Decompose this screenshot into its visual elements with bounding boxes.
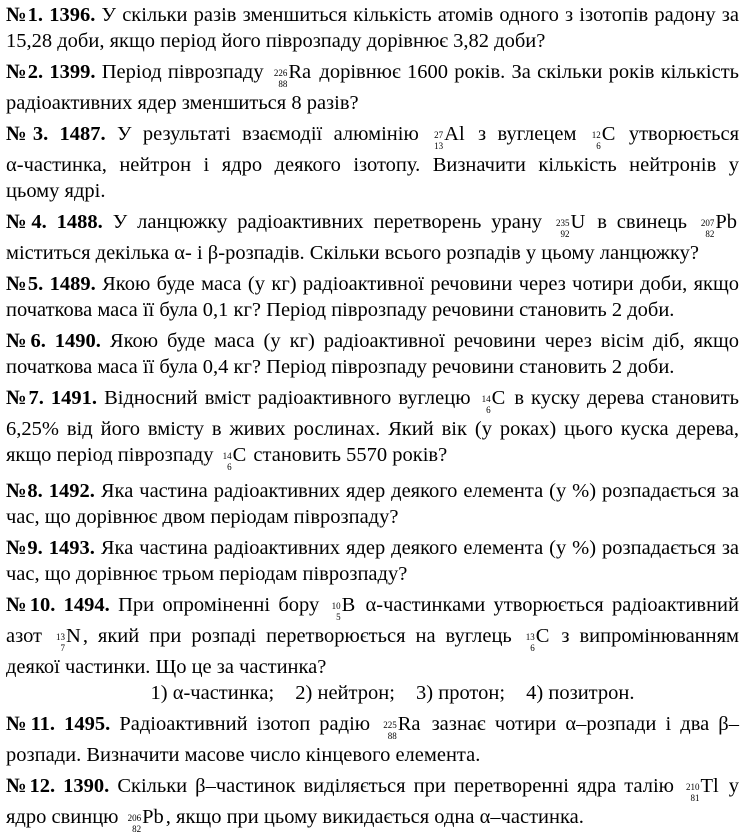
atomic-number: 88 [278,79,288,89]
problem-number: №5. 1489. [6,273,96,295]
element-symbol: C [535,625,550,647]
mass-number: 226 [273,68,288,78]
isotope-c-13 [526,623,550,654]
element-symbol: Tl [700,775,719,797]
problem-4 [6,209,739,266]
problem-text: Яка частина радіоактивних ядер деякого елемента (у %) розпадається за [100,537,740,559]
element-symbol: Al [444,123,465,145]
problem-text: розпади. Визначити масове число кінцевого елемента. [6,744,481,766]
isotope-ra-226 [274,59,311,90]
isotope-al-27 [434,121,465,152]
atomic-number: 6 [596,141,601,151]
isotope-n-13 [56,623,81,654]
mass-number: 13 [56,632,65,642]
element-symbol: C [601,123,616,145]
problem-8 [6,478,739,530]
problem-number: №11. 1495. [6,713,111,735]
problem-text: Яка частина радіоактивних ядер деякого елемента (у %) розпадається за [100,480,740,502]
problem-number: №12. 1390. [6,775,110,797]
mass-number: 27 [434,130,444,140]
problem-5 [6,271,739,323]
problem-1 [6,2,739,54]
problem-text: У ланцюжку радіоактивних перетворень урану [112,211,543,233]
problem-number: №4. 1488. [6,211,103,233]
problem-10 [6,592,739,706]
problem-number: №9. 1493. [6,537,95,559]
atomic-number: 6 [227,462,232,472]
isotope-c-14 [223,442,247,473]
problem-text: з вуглецем [478,123,577,145]
element-symbol: Ra [288,61,312,83]
problem-text: радіоактивних ядер зменшиться 8 разів? [6,92,359,114]
mass-number: 13 [525,632,535,642]
element-symbol: C [232,444,247,466]
problem-9 [6,535,739,587]
problem-text: становить 5570 років? [253,444,448,466]
problem-text: дорівнює 1600 років. За скільки років кількість [319,61,740,83]
answer-options [6,680,739,706]
problem-text: α-частинками утворюється радіоактивний [365,594,739,616]
atomic-number: 88 [387,731,397,741]
problem-6 [6,328,739,380]
problem-text: Відносний вміст радіоактивного вуглецю [104,387,471,409]
problem-3 [6,121,739,204]
problem-text: Якою буде маса (у кг) радіоактивної речовини через чотири доби, якщо [102,273,739,295]
element-symbol: Ra [397,713,421,735]
atomic-number: 6 [530,643,535,653]
problem-text: в куску дерева становить [514,387,740,409]
problem-number: №8. 1492. [6,480,95,502]
atomic-number: 13 [434,141,444,151]
isotope-pb-206 [128,804,164,835]
problem-text: Радіоактивний ізотоп радію [119,713,371,735]
problem-text: міститься декілька α- і β-розпадів. Скільки всього розпадів у цьому ланцюжку? [6,242,700,264]
problem-text: з випромінюванням [561,625,740,647]
element-symbol: Pb [715,211,738,233]
atomic-number: 7 [60,643,65,653]
mass-number: 210 [686,782,700,792]
isotope-u-235 [556,209,585,240]
mass-number: 225 [383,720,397,730]
atomic-number: 6 [486,405,491,415]
mass-number: 14 [222,451,232,461]
problem-text: деякої частинки. Що це за частинка? [6,656,327,678]
problem-number: №6. 1490. [6,330,101,352]
problem-text: якщо період піврозпаду [6,444,214,466]
isotope-tl-210 [686,773,719,804]
answer-option-2: 2) нейтрон; [295,682,395,704]
mass-number: 206 [127,813,142,823]
element-symbol: U [570,211,586,233]
element-symbol: N [66,625,81,647]
problem-text: цьому ядрі. [6,180,106,202]
mass-number: 10 [331,601,341,611]
answer-option-3: 3) протон; [416,682,506,704]
isotope-c-12 [592,121,616,152]
problem-11 [6,711,739,768]
atomic-number: 5 [336,612,341,622]
problem-text: у [728,775,739,797]
answer-option-4: 4) позитрон. [526,682,635,704]
problem-text: 6,25% від його вмісту в живих рослинах. Який вік (у роках) цього куска дерева, [6,418,739,440]
isotope-c-14 [482,385,506,416]
problem-text: Скільки β–частинок виділяється при перетворенні ядра талію [117,775,674,797]
problem-text: , який при розпаді перетворюється на вуглець [82,625,512,647]
problem-text: , якщо при цьому викидається одна α–частинка. [165,806,584,828]
problem-text: початкова маса її була 0,4 кг? Період піврозпаду речовини становить 2 доби. [6,356,675,378]
atomic-number: 81 [690,793,700,803]
mass-number: 207 [700,218,715,228]
problem-number: №10. 1494. [6,594,110,616]
problem-text: зазнає чотири α–розпади і два β– [431,713,739,735]
atomic-number: 92 [560,229,570,239]
problem-number: №7. 1491. [6,387,98,409]
problem-text: 15,28 доби, якщо період його піврозпаду дорівнює 3,82 доби? [6,30,546,52]
problem-number: №3. 1487. [6,123,106,145]
problem-text: Період піврозпаду [101,61,264,83]
isotope-pb-207 [701,209,737,240]
element-symbol: Pb [142,806,164,828]
problem-text: час, що дорівнює двом періодам піврозпаду? [6,506,399,528]
isotope-b-10 [332,592,356,623]
problem-text: азот [6,625,43,647]
answer-option-1: 1) α-частинка; [150,682,275,704]
problem-number: №2. 1399. [6,61,96,83]
mass-number: 235 [555,218,570,228]
problem-2 [6,59,739,116]
problem-text: При опроміненні бору [118,594,320,616]
mass-number: 14 [481,394,491,404]
problem-text: α-частинка, нейтрон і ядро деякого ізотопу. Визначити кількість нейтронів у [6,154,739,176]
problem-7 [6,385,739,473]
problem-12 [6,773,739,835]
element-symbol: B [341,594,356,616]
element-symbol: C [491,387,506,409]
atomic-number: 82 [705,229,715,239]
problem-text: утворюється [628,123,740,145]
problem-number: №1. 1396. [6,4,96,26]
mass-number: 12 [591,130,601,140]
isotope-ra-225 [383,711,420,742]
problem-text: в свинець [597,211,687,233]
problem-text: початкова маса її була 0,1 кг? Період піврозпаду речовини становить 2 доби. [6,299,675,321]
problem-text: час, що дорівнює трьом періодам піврозпаду? [6,563,408,585]
problem-text: У результаті взаємодії алюмінію [117,123,419,145]
problem-text: ядро свинцю [6,806,119,828]
problem-text: Якою буде маса (у кг) радіоактивної речовини через вісім діб, якщо [109,330,740,352]
problem-text: У скільки разів зменшиться кількість атомів одного з ізотопів радону за [101,4,740,26]
atomic-number: 82 [132,824,142,834]
